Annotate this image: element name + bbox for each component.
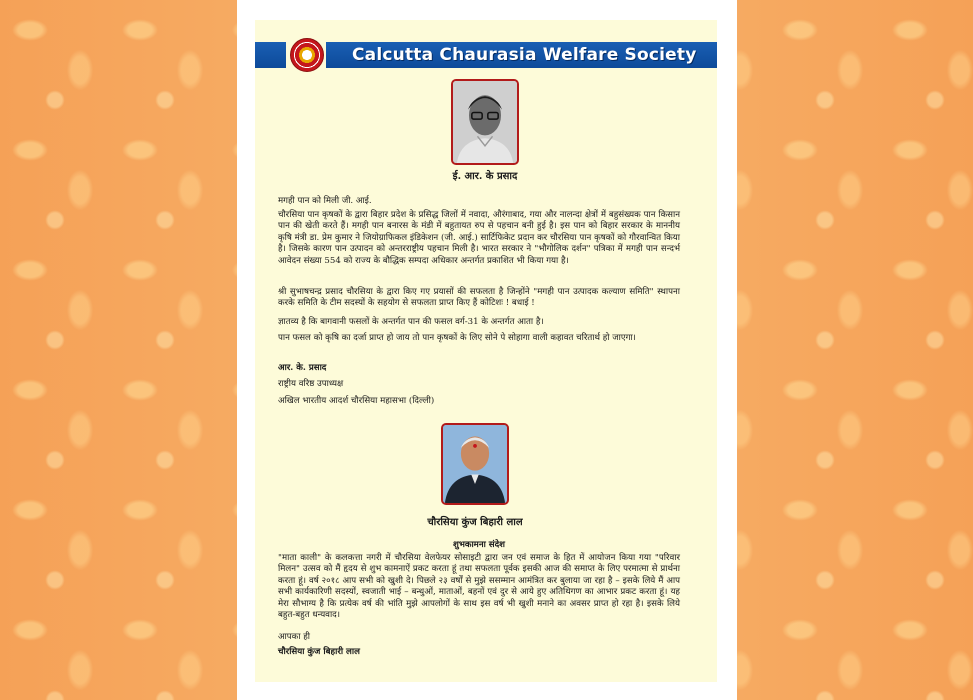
greeting-heading: शुभकामना संदेश bbox=[452, 540, 506, 550]
decorative-background-right bbox=[737, 0, 973, 700]
article-paragraph-3: ज्ञातव्य है कि बागवानी फसलों के अन्तर्गत पान की फसल वर्ग-31 के अन्तर्गत आता है। bbox=[278, 317, 544, 327]
portrait-photo-kunj-bihari-lal bbox=[441, 423, 509, 505]
article-paragraph-1: चौरसिया पान कृषकों के द्वारा बिहार प्रदेश के प्रसिद्ध जिलों में नवादा, औरंगाबाद, गया और नालन्दा क्षेत्रों में बहुसंख्यक पान किसान पान की खेती करते हैं। मगही पान बनारस के मंडी में बहुतायत रुप से पहचान बनी हुई है। इस पान को बिहार सरकार के माननीय कृषि मंत्री डा. प्रेम कुमार ने जियोग्राफिकल इंडिकेशन (जी. आई.) सार्टिफिकेट प्रदान कर चौरसिया पान कृषकों को गौरवान्वित किया है। जिसके कारण पान उत्पादन को अन्तरराष्ट्रीय पहचान मिली है। भारत सरकार ने "भौगोलिक दर्शन" पत्रिका में मगही पान सन्दर्भ आवेदन संख्या 554 को राज्य के बौद्धिक सम्पदा अधिकार अन्तर्गत प्रकाशित भी किया गया है। bbox=[278, 210, 680, 266]
closing-text: आपका ही bbox=[278, 632, 311, 642]
article-paragraph-2: श्री सुभाषचन्द्र प्रसाद चौरसिया के द्वारा किए गए प्रयासों की सफलता है जिन्होंने "मगही पान उत्पादक कल्याण समिति" स्थापना करके समिति के टीम सदस्यों के सहयोग से सफलता प्राप्त किए हैं कोटिशः ! बधाई ! bbox=[278, 287, 680, 309]
signature-title: राष्ट्रीय वरिष्ठ उपाध्यक्ष bbox=[278, 379, 344, 389]
person-name-prasad: ई. आर. के प्रसाद bbox=[452, 171, 518, 182]
portrait-icon bbox=[443, 425, 507, 503]
signature-name-prasad: आर. के. प्रसाद bbox=[278, 363, 327, 373]
portrait-photo-prasad bbox=[451, 79, 519, 165]
greeting-paragraph: "माता काली" के कलकत्ता नगरी में चौरसिया वेलफेयर सोसाइटी द्वारा जन एवं समाज के हित में आयोजन किया गया "परिवार मिलन" उत्सव को मैं हृदय से शुभ कामनाऐं प्रकट करता हूं तथा सफलता पूर्वक इसकी आज की समाप्त के लिए परमात्मा से प्रार्थना करता हूं। वर्ष २०१८ आप सभी को खुशी दे। पिछले २३ वर्षों से मुझे ससम्मान आमंत्रित कर बुलाया जा रहा है – इसके लिये मैं आप सभी कार्यकारिणी सदस्यों, स्वजाती भाई – बन्धुओं, माताओं, बहनों एवं दुर से आये हुए अतिथिगण का आभार प्रकट करता हूं। यह मेरा सौभाग्य है कि प्रत्येक वर्ष की भांति मुझे आपलोगों के साथ इस वर्ष भी खुशी मनाने का अवसर प्राप्त हो रहा है। इसके लिये बहुत-बहुत धन्यवाद। bbox=[278, 553, 680, 621]
signature-name-kunj-bihari-lal: चौरसिया कुंज बिहारी लाल bbox=[278, 647, 360, 657]
decorative-background-left bbox=[0, 0, 237, 700]
page-title: Calcutta Chaurasia Welfare Society bbox=[352, 45, 697, 65]
signature-organization: अखिल भारतीय आदर्श चौरसिया महासभा (दिल्ली) bbox=[278, 396, 435, 406]
society-emblem-icon bbox=[290, 38, 324, 72]
article-heading: मगही पान को मिली जी. आई. bbox=[278, 196, 372, 206]
portrait-icon bbox=[453, 81, 517, 163]
person-name-kunj-bihari-lal: चौरसिया कुंज बिहारी लाल bbox=[427, 517, 523, 528]
article-paragraph-4: पान फसल को कृषि का दर्जा प्राप्त हो जाय तो पान कृषकों के लिए सोने पे सोहागा वाली कहावत चरितार्थ हो जाएगा। bbox=[278, 333, 636, 343]
